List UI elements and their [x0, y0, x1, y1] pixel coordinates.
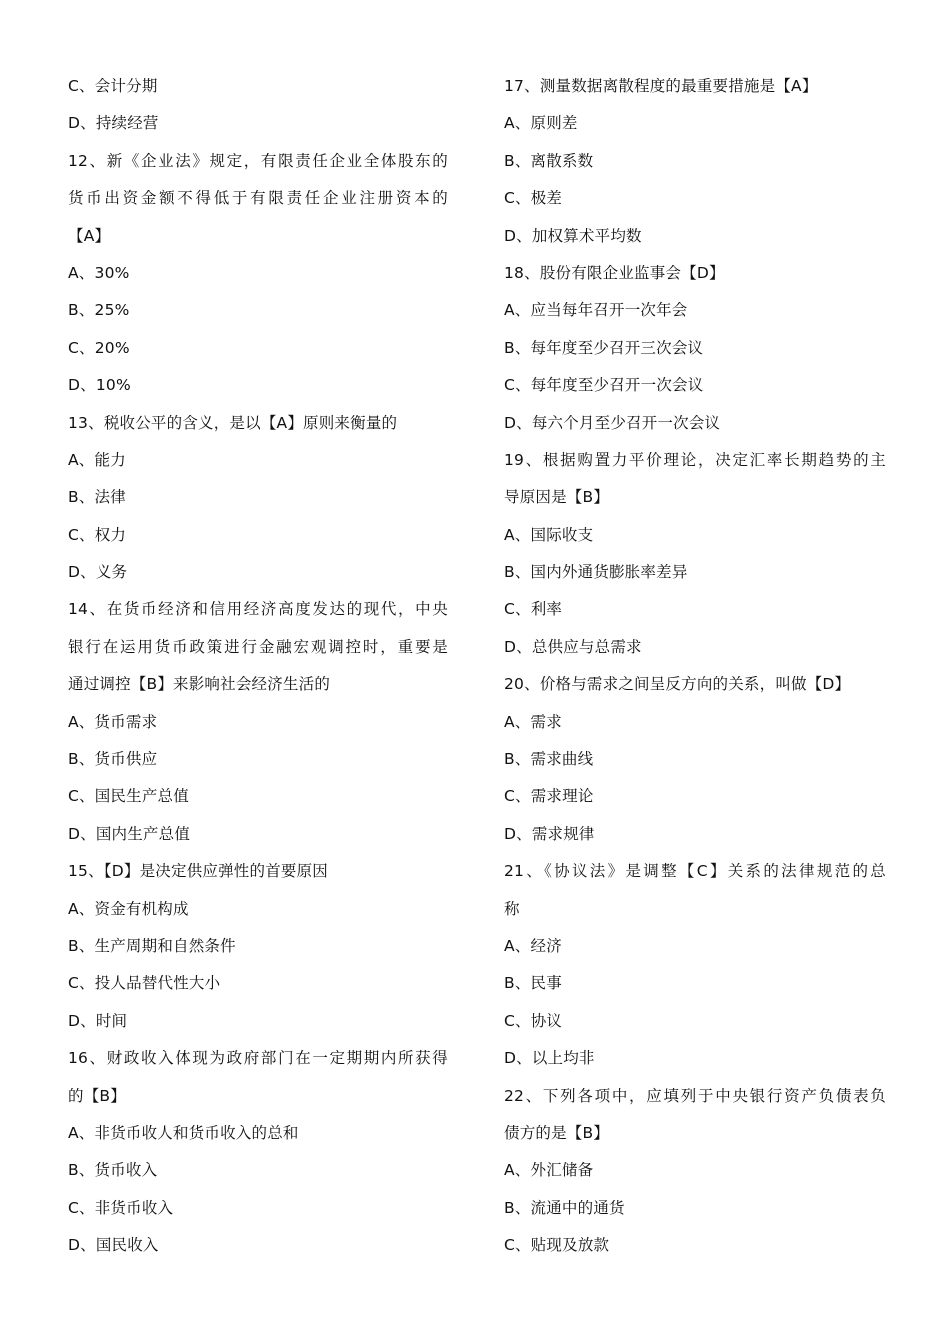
question-line: 21、《协议法》是调整【C】关系的法律规范的总: [504, 862, 886, 881]
text-line: A、经济: [504, 936, 562, 955]
question-line: 15、【D】是决定供应弹性的首要原因: [68, 862, 329, 881]
question-line: 20、价格与需求之间呈反方向的关系，叫做【D】: [504, 675, 851, 694]
text-line: A、外汇储备: [504, 1161, 594, 1180]
text-line: C、国民生产总值: [68, 787, 189, 806]
question-line: 19、根据购置力平价理论，决定汇率长期趋势的主: [504, 450, 886, 469]
question-line: 12、新《企业法》规定，有限责任企业全体股东的: [68, 151, 448, 170]
question-line: 17、测量数据离散程度的最重要措施是【A】: [504, 77, 818, 95]
text-line: D、持续经营: [68, 114, 159, 133]
text-line: A、应当每年召开一次年会: [504, 301, 688, 320]
text-line: C、极差: [504, 189, 563, 208]
text-line: C、贴现及放款: [504, 1236, 610, 1255]
text-line: B、需求曲线: [504, 750, 594, 769]
question-line: 的【B】: [68, 1086, 126, 1105]
text-line: D、10%: [68, 376, 131, 395]
text-line: C、需求理论: [504, 787, 594, 806]
question-line: 银行在运用货币政策进行金融宏观调控时，重要是: [68, 637, 448, 656]
text-line: D、义务: [68, 563, 128, 582]
question-line: 22、下列各项中，应填列于中央银行资产负债表负: [504, 1086, 886, 1105]
text-line: D、需求规律: [504, 824, 595, 843]
text-line: D、国民收入: [68, 1236, 159, 1255]
question-line: 通过调控【B】来影响社会经济生活的: [68, 675, 331, 694]
text-line: C、协议: [504, 1011, 563, 1030]
question-line: 16、财政收入体现为政府部门在一定期期内所获得: [68, 1049, 448, 1068]
question-line: 13、税收公平的含义，是以【A】原则来衡量的: [68, 413, 398, 432]
answer-key: 【A】: [68, 226, 111, 245]
text-line: C、非货币收入: [68, 1198, 174, 1217]
text-line: B、货币收入: [68, 1161, 158, 1180]
text-line: B、25%: [68, 301, 130, 320]
text-line: C、利率: [504, 600, 563, 619]
right-column: [504, 68, 886, 1265]
text-line: A、货币需求: [68, 712, 158, 731]
text-line: B、国内外通货膨胀率差异: [504, 563, 688, 582]
text-line: D、国内生产总值: [68, 824, 191, 843]
text-line: D、总供应与总需求: [504, 637, 642, 656]
text-line: A、30%: [68, 263, 130, 282]
text-line: C、投人品替代性大小: [68, 974, 221, 993]
text-line: C、每年度至少召开一次会议: [504, 376, 704, 395]
text-line: A、国际收支: [504, 525, 594, 544]
text-line: B、法律: [68, 488, 126, 507]
text-line: B、生产周期和自然条件: [68, 936, 236, 955]
text-line: A、资金有机构成: [68, 899, 189, 918]
text-line: A、能力: [68, 450, 126, 469]
question-line: 14、在货币经济和信用经济高度发达的现代，中央: [68, 600, 448, 619]
text-line: C、权力: [68, 525, 127, 544]
text-line: B、离散系数: [504, 151, 594, 170]
text-line: D、时间: [68, 1011, 128, 1030]
text-line: C、20%: [68, 338, 130, 357]
text-line: B、民事: [504, 974, 562, 993]
text-line: D、以上均非: [504, 1049, 595, 1068]
text-line: D、每六个月至少召开一次会议: [504, 413, 721, 432]
text-line: A、需求: [504, 712, 562, 731]
text-line: B、流通中的通货: [504, 1198, 625, 1217]
question-line: 货币出资金额不得低于有限责任企业注册资本的: [68, 189, 448, 208]
question-line: 导原因是【B】: [504, 488, 610, 507]
question-line: 债方的是【B】: [504, 1123, 610, 1142]
text-line: A、非货币收人和货币收入的总和: [68, 1123, 299, 1142]
text-line: B、每年度至少召开三次会议: [504, 338, 704, 357]
text-line: D、加权算术平均数: [504, 226, 642, 245]
text-line: A、原则差: [504, 114, 578, 133]
question-line: 称: [504, 899, 520, 918]
question-line: 18、股份有限企业监事会【D】: [504, 263, 725, 282]
left-column: [68, 68, 448, 1265]
text-line: C、会计分期: [68, 77, 158, 95]
text-line: B、货币供应: [68, 750, 158, 769]
